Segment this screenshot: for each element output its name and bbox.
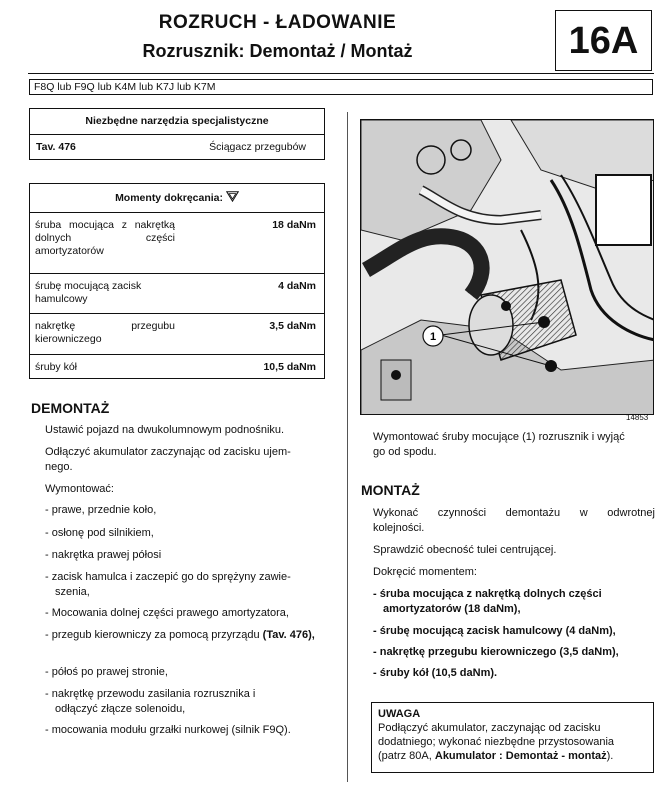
list-item: - nakrętka prawej półosi bbox=[45, 549, 162, 561]
torque-row-label: śrubę mocującą zacisk hamulcowy bbox=[35, 280, 142, 305]
montaz-paragraph: Dokręcić momentem: bbox=[373, 566, 477, 578]
torque-row-value: 10,5 daNm bbox=[263, 361, 316, 373]
note-title: UWAGA bbox=[378, 708, 421, 720]
torque-header-label: Momenty dokręcania: bbox=[115, 192, 224, 204]
torque-row-value: 3,5 daNm bbox=[269, 320, 316, 332]
starter-motor-drawing bbox=[361, 120, 654, 415]
torque-row-value: 18 daNm bbox=[272, 219, 316, 231]
montaz-paragraph: Sprawdzić obecność tulei centrującej. bbox=[373, 544, 557, 556]
tools-table bbox=[29, 108, 325, 160]
list-item: - prawe, przednie koło, bbox=[45, 504, 157, 516]
list-item: - śrubę mocującą zacisk hamulcowy (4 daNm), bbox=[373, 625, 616, 637]
tools-table-row bbox=[30, 135, 324, 160]
column-divider bbox=[347, 112, 348, 782]
torque-row-label: śruba mocująca z nakrętką dolnych części amortyzatorów bbox=[35, 219, 175, 257]
figure-caption: Wymontować śruby mocujące (1) rozrusznik i wyjąć go od spodu. bbox=[373, 431, 625, 458]
torque-table-header bbox=[30, 184, 324, 213]
torque-row bbox=[30, 355, 324, 379]
note-line: (patrz 80A, Akumulator : Demontaż - montaż). bbox=[378, 750, 614, 762]
list-item: - osłonę pod silnikiem, bbox=[45, 527, 154, 539]
tool-name: Ściągacz przegubów bbox=[209, 141, 306, 153]
list-item: - nakrętkę przegubu kierowniczego (3,5 daNm), bbox=[373, 646, 619, 658]
list-item: - półoś po prawej stronie, bbox=[45, 666, 168, 678]
figure-callout-1: 1 bbox=[429, 331, 437, 343]
torque-row-label: nakrętkę przegubu kierowniczego bbox=[35, 320, 175, 345]
engine-list: F8Q lub F9Q lub K4M lub K7J lub K7M bbox=[29, 79, 653, 95]
torque-row-value: 4 daNm bbox=[278, 280, 316, 292]
note-line: Podłączyć akumulator, zaczynając od zacisku bbox=[378, 722, 601, 734]
list-item: - zacisk hamulca i zaczepić go do sprężyny zawie- szenia, bbox=[45, 571, 291, 598]
torque-row bbox=[30, 274, 324, 314]
list-item: - przegub kierowniczy za pomocą przyrządu (Tav. 476), bbox=[45, 629, 315, 641]
demontaz-paragraph: Ustawić pojazd na dwukolumnowym podnośniku. bbox=[45, 424, 285, 436]
note-line: dodatniego; wykonać niezbędne przystosowania bbox=[378, 736, 615, 748]
figure-number: 14853 bbox=[626, 413, 649, 422]
demontaz-paragraph: Odłączyć akumulator zaczynając od zacisku ujem- nego. bbox=[45, 446, 291, 473]
page-subtitle: Rozrusznik: Demontaż / Montaż bbox=[142, 41, 413, 61]
tool-code: Tav. 476 bbox=[36, 141, 76, 153]
torque-triangle-icon bbox=[226, 191, 239, 202]
header-divider bbox=[28, 73, 654, 74]
list-item: - śruby kół (10,5 daNm). bbox=[373, 667, 498, 679]
montaz-heading: MONTAŻ bbox=[361, 482, 420, 498]
list-item: - śruba mocująca z nakrętką dolnych części amortyzatorów (18 daNm), bbox=[373, 588, 602, 615]
page-title: ROZRUCH - ŁADOWANIE bbox=[158, 12, 397, 33]
list-item: - nakrętkę przewodu zasilania rozrusznika i odłączyć złącze solenoidu, bbox=[45, 688, 256, 715]
list-item: - Mocowania dolnej części prawego amortyzatora, bbox=[45, 607, 289, 619]
engine-figure bbox=[360, 119, 654, 415]
torque-row bbox=[30, 213, 324, 274]
tools-table-header: Niezbędne narzędzia specjalistyczne bbox=[30, 109, 324, 135]
montaz-paragraph: Wykonać czynności demontażu w odwrotnej kolejności. bbox=[373, 507, 655, 534]
demontaz-heading: DEMONTAŻ bbox=[31, 400, 110, 416]
demontaz-paragraph: Wymontować: bbox=[45, 483, 114, 495]
section-badge: 16A bbox=[555, 10, 652, 71]
torque-table bbox=[29, 183, 325, 379]
list-item: - mocowania modułu grzałki nurkowej (silnik F9Q). bbox=[45, 724, 291, 736]
note-box bbox=[371, 702, 654, 773]
torque-row bbox=[30, 314, 324, 355]
torque-row-label: śruby kół bbox=[35, 361, 78, 373]
